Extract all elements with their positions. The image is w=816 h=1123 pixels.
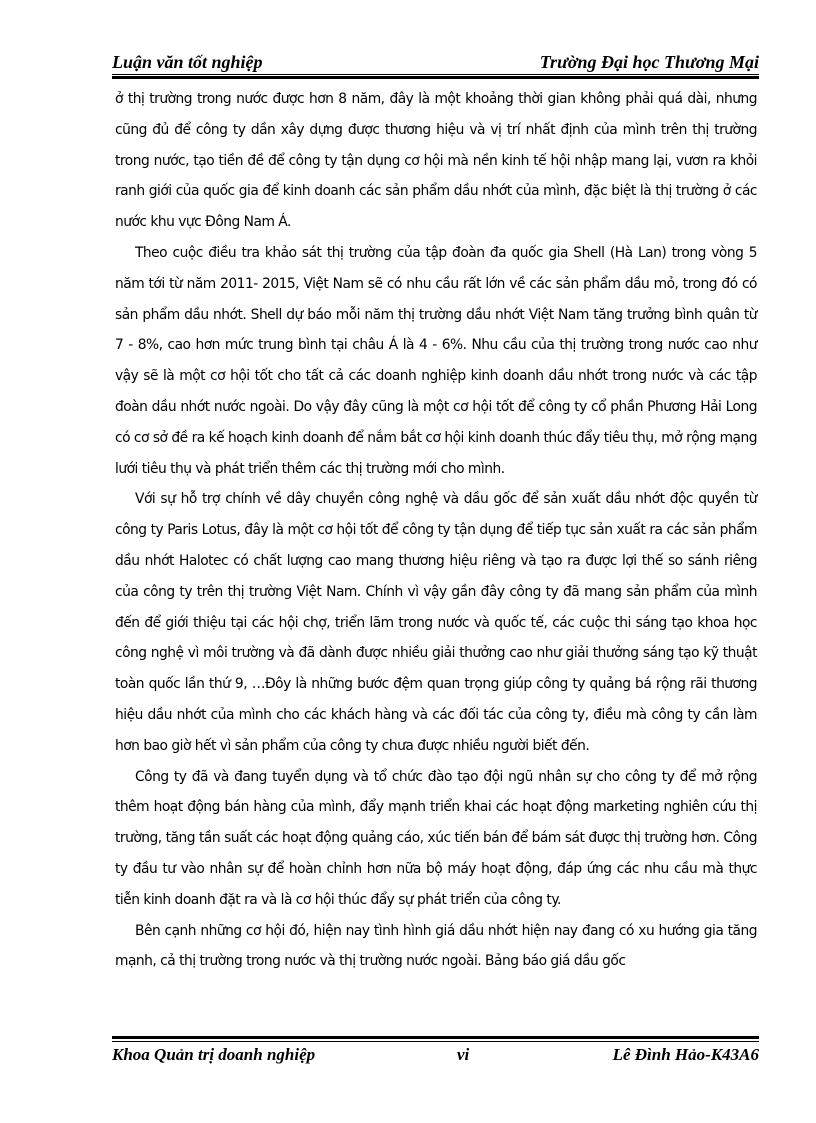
footer-rule-thin <box>112 1041 759 1042</box>
body-text <box>115 84 757 977</box>
page-header <box>112 45 759 73</box>
header-right-title: Trường Đại học Thương Mại <box>539 52 759 72</box>
footer-author: Lê Đình Hảo-K43A6 <box>612 1045 759 1064</box>
header-rule-thick <box>112 76 759 79</box>
footer-rule-thick <box>112 1036 759 1039</box>
paragraph-1: ở thị trường trong nước được hơn 8 năm, đây là một khoảng thời gian không phải quá dài, nhưng cũng đủ để công ty dần xây dựng được thương hiệu và vị trí nhất định của mình trên thị trường trong nước, tạo tiền đề để công ty tận dụng cơ hội mà nền kinh tế hội nhập mang lại, vươn ra khỏi ranh giới của quốc gia để kinh doanh các sản phẩm dầu nhớt của mình, đặc biệt là thị trường ở các nước khu vực Đông Nam Á. <box>115 91 757 231</box>
paragraph-2: Theo cuộc điều tra khảo sát thị trường của tập đoàn đa quốc gia Shell (Hà Lan) trong vòng 5 năm tới từ năm 2011- 2015, Việt Nam sẽ có nhu cầu rất lớn về các sản phẩm dầu mỏ, trong đó có sản phẩm dầu nhớt. Shell dự báo mỗi năm thị trường dầu nhớt Việt Nam tăng trưởng bình quân từ 7 - 8%, cao hơn mức trung bình tại châu Á là 4 - 6%. Nhu cầu của thị trường trong nước cao như vậy sẽ là một cơ hội tốt cho tất cả các doanh nghiệp kinh doanh dầu nhớt trong nước và các tập đoàn dầu nhớt nước ngoài. Do vậy đây cũng là một cơ hội tốt để công ty cổ phần Phương Hải Long có cơ sở đề ra kế hoạch kinh doanh để nắm bắt cơ hội kinh doanh thúc đẩy tiêu thụ, mở rộng mạng lưới tiêu thụ và phát triển thêm các thị trường mới cho mình. <box>115 244 757 477</box>
page-footer <box>112 1044 759 1068</box>
header-rule-thin <box>112 74 759 75</box>
paragraph-3: Với sự hỗ trợ chính về dây chuyền công nghệ và dầu gốc để sản xuất dầu nhớt độc quyền từ công ty Paris Lotus, đây là một cơ hội tốt để công ty tận dụng để tiếp tục sản xuất ra các sản phẩm dầu nhớt Halotec có chất lượng cao mang thương hiệu riêng và tạo ra được lợi thế so sánh riêng của công ty trên thị trường Việt Nam. Chính vì vậy gần đây công ty đã mang sản phẩm của mình đến để giới thiệu tại các hội chợ, triển lãm trong nước và quốc tế, các cuộc thi sáng tạo khoa học công nghệ vì môi trường và đã dành được nhiều giải thưởng cao như giải thưởng sáng tạo kỹ thuật toàn quốc lần thứ 9, …Đôy là những bước đệm quan trọng giúp công ty quảng bá rộng rãi thương hiệu dầu nhớt của mình cho các khách hàng và các đối tác của công ty, điều mà công ty cần làm hơn bao giờ hết vì sản phẩm của công ty chưa được nhiều người biết đến. <box>115 491 757 754</box>
paragraph-4: Công ty đã và đang tuyển dụng và tổ chức đào tạo đội ngũ nhân sự cho công ty để mở rộng thêm hoạt động bán hàng của mình, đẩy mạnh triển khai các hoạt động marketing nghiên cứu thị trường, tăng tần suất các hoạt động quảng cáo, xúc tiến bán để bám sát được thị trường hơn. Công ty đầu tư vào nhân sự để hoàn chỉnh hơn nữa bộ máy hoạt động, đáp ứng các nhu cầu mà thực tiễn kinh doanh đặt ra và là cơ hội thúc đẩy sự phát triển của công ty. <box>115 768 757 908</box>
footer-department: Khoa Quản trị doanh nghiệp <box>112 1045 316 1064</box>
header-left-title: Luận văn tốt nghiệp <box>112 52 263 72</box>
paragraph-5: Bên cạnh những cơ hội đó, hiện nay tình hình giá dầu nhớt hiện nay đang có xu hướng gia tăng mạnh, cả thị trường trong nước và thị trường nước ngoài. Bảng báo giá dầu gốc <box>115 922 757 970</box>
footer-page-number: vi <box>457 1045 470 1064</box>
